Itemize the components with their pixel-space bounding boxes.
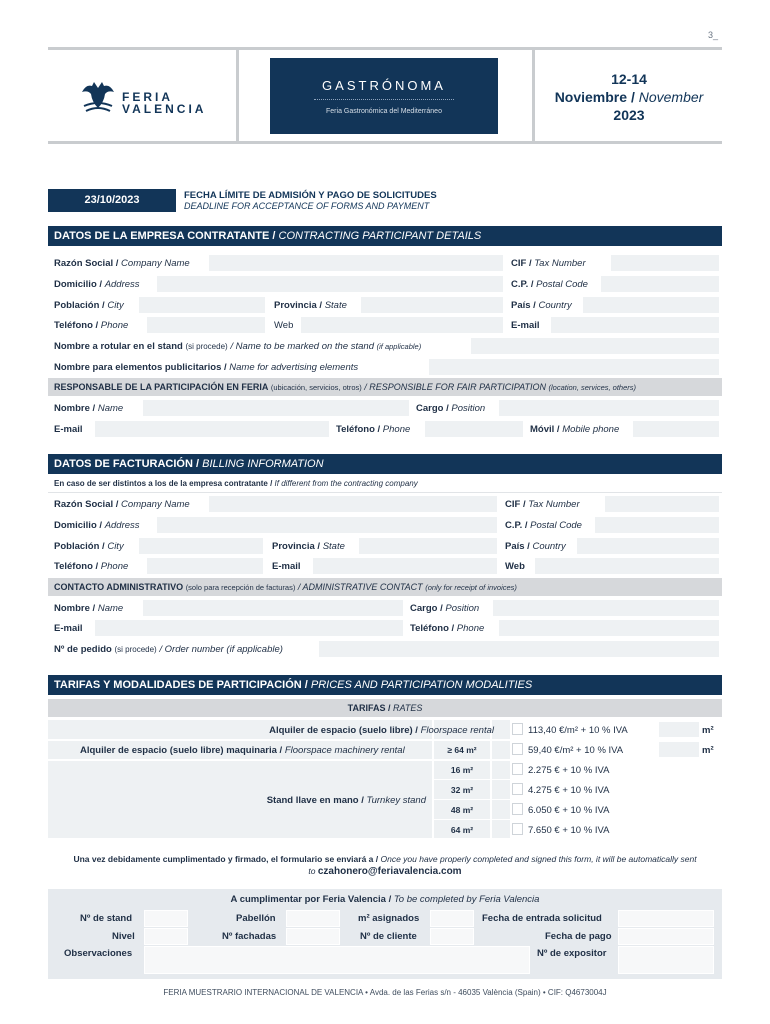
turnkey-64-checkbox[interactable] (512, 823, 523, 835)
email-field[interactable] (550, 316, 720, 334)
office-exhibitor-no-label: Nº de expositor (537, 948, 607, 959)
office-pavilion-field[interactable] (286, 910, 340, 927)
machinery-size: ≥ 64 m² (447, 745, 477, 755)
ad-name-field[interactable] (428, 358, 720, 376)
turnkey-size-32: 32 m² (450, 785, 474, 795)
turnkey-size-64: 64 m² (450, 825, 474, 835)
turnkey-32-checkbox[interactable] (512, 783, 523, 795)
admin-position-field[interactable] (492, 599, 720, 617)
admin-email-field[interactable] (94, 619, 404, 637)
event-logo-box (270, 58, 498, 134)
feria-valencia-logo (78, 80, 228, 120)
billing-cp-label: C.P. / Postal Code (505, 520, 582, 531)
send-instructions (48, 853, 722, 878)
office-m2-label: m² asignados (358, 913, 420, 924)
header-divider (236, 50, 239, 141)
admin-email-label: E-mail (54, 623, 83, 634)
admin-position-label: Cargo / Position (410, 603, 480, 614)
billing-section-title (48, 454, 722, 474)
country-label: País / Country (511, 300, 572, 311)
event-tagline: Feria Gastronómica del Mediterráneo (326, 108, 442, 115)
company-name-field[interactable] (208, 254, 504, 272)
office-pavilion-label: Pabellón (236, 913, 276, 924)
office-facades-label: Nº fachadas (222, 931, 277, 942)
office-client-no-field[interactable] (430, 928, 474, 945)
machinery-label: Alquiler de espacio (suelo libre) maquinaria / Floorspace machinery rental (80, 745, 405, 756)
admin-phone-field[interactable] (498, 619, 720, 637)
billing-phone-label: Teléfono / Phone (54, 561, 129, 572)
web-label: Web (274, 320, 294, 331)
turnkey-blank (630, 761, 722, 838)
billing-note-rule (48, 492, 722, 493)
bat-logo-icon (78, 80, 118, 114)
billing-city-label: Población / City (54, 541, 124, 552)
admin-name-label: Nombre / Name (54, 603, 124, 614)
date-month (536, 88, 722, 106)
admin-name-field[interactable] (142, 599, 404, 617)
event-name: GASTRÓNOMA (322, 78, 446, 93)
office-use-title: A cumplimentar por Feria Valencia / To be completed by Feria Valencia (230, 894, 540, 905)
turnkey-label: Stand llave en mano / Turnkey stand (266, 795, 426, 806)
send-text-es: Una vez debidamente cumplimentado y firmado, el formulario se enviará a / (73, 854, 379, 864)
billing-cp-field[interactable] (594, 516, 720, 534)
ad-name-label: Nombre para elementos publicitarios / Name for advertising elements (54, 362, 359, 373)
contracting-title-es: DATOS DE LA EMPRESA CONTRATANTE / (54, 230, 276, 242)
rates-row-rule (48, 739, 722, 741)
stand-name-field[interactable] (470, 337, 720, 355)
phone-field[interactable] (146, 316, 266, 334)
rates-title-en: PRICES AND PARTICIPATION MODALITIES (310, 679, 533, 691)
rates-title-es: TARIFAS Y MODALIDADES DE PARTICIPACIÓN / (54, 679, 308, 691)
resp-mobile-field[interactable] (632, 420, 720, 438)
floorspace-qty-field[interactable] (658, 721, 700, 738)
date-month-es: Noviembre (554, 89, 628, 105)
event-rule (314, 99, 454, 100)
contracting-title-en: CONTRACTING PARTICIPANT DETAILS (278, 230, 482, 242)
rates-subheader (48, 699, 722, 717)
office-observations-field[interactable] (144, 946, 530, 974)
office-m2-field[interactable] (430, 910, 474, 927)
province-field[interactable] (360, 296, 504, 314)
resp-name-label: Nombre / Name (54, 403, 124, 414)
billing-city-field[interactable] (138, 537, 264, 555)
order-number-label: Nº de pedido (si procede) / Order number (if applicable) (54, 644, 283, 655)
billing-cif-field[interactable] (604, 495, 720, 513)
turnkey-price-64: 7.650 € + 10 % IVA (528, 825, 610, 836)
resp-phone-label: Teléfono / Phone (336, 424, 411, 435)
office-exhibitor-no-field[interactable] (618, 946, 714, 974)
office-stand-no-label: Nº de stand (80, 913, 133, 924)
machinery-qty-field[interactable] (658, 741, 700, 758)
date-year: 2023 (613, 107, 645, 123)
responsible-subheader-text: RESPONSABLE DE LA PARTICIPACIÓN EN FERIA (ubicación, servicios, otros) / RESPONSIBLE FOR FAIR PARTICIPATION (location, services, others) (54, 382, 637, 392)
office-client-no-label: Nº de cliente (360, 931, 417, 942)
billing-phone-field[interactable] (146, 557, 264, 575)
office-level-field[interactable] (144, 928, 188, 945)
turnkey-48-checkbox[interactable] (512, 803, 523, 815)
cp-field[interactable] (600, 275, 720, 293)
resp-position-label: Cargo / Position (416, 403, 486, 414)
send-text-en: Once you have properly completed and signed this form, it will be automatically sent (380, 854, 697, 864)
address-field[interactable] (156, 275, 504, 293)
office-entry-date-label: Fecha de entrada solicitud (482, 913, 602, 924)
machinery-price: 59,40 €/m² + 10 % IVA (528, 745, 624, 756)
rates-sub-en: RATES (393, 703, 423, 713)
header-bottom-rule (48, 141, 722, 144)
billing-title-en: BILLING INFORMATION (202, 458, 324, 470)
billing-web-label: Web (505, 561, 525, 572)
country-field[interactable] (582, 296, 720, 314)
company-name-label: Razón Social / Company Name (54, 258, 190, 269)
date-month-en: November (638, 89, 704, 105)
header-top-rule (48, 47, 722, 50)
resp-phone-field[interactable] (424, 420, 524, 438)
resp-position-field[interactable] (498, 399, 720, 417)
floorspace-unit: m² (702, 725, 714, 736)
header-divider (532, 50, 535, 141)
office-stand-no-field[interactable] (144, 910, 188, 927)
billing-note: En caso de ser distintos a los de la empresa contratante / If different from the contracting company (54, 479, 418, 488)
resp-email-label: E-mail (54, 424, 83, 435)
billing-email-label: E-mail (272, 561, 301, 572)
logo-line2: VALENCIA (122, 102, 207, 116)
billing-address-label: Domicilio / Address (54, 520, 140, 531)
deadline-date: 23/10/2023 (48, 189, 176, 212)
office-facades-field[interactable] (286, 928, 340, 945)
stand-name-label: Nombre a rotular en el stand (si procede) / Name to be marked on the stand (if applicable) (54, 341, 422, 352)
footer: FERIA MUESTRARIO INTERNACIONAL DE VALENCIA • Avda. de las Ferias s/n - 46035 València (Spain) • CIF: Q4673004J (163, 988, 607, 997)
send-text-to: to (308, 866, 316, 876)
machinery-checkbox[interactable] (512, 743, 523, 755)
address-label: Domicilio / Address (54, 279, 140, 290)
office-payment-date-field[interactable] (618, 928, 714, 945)
resp-mobile-label: Móvil / Mobile phone (530, 424, 620, 435)
billing-company-field[interactable] (208, 495, 498, 513)
billing-cif-label: CIF / Tax Number (505, 499, 580, 510)
billing-country-field[interactable] (576, 537, 720, 555)
turnkey-size-16: 16 m² (450, 765, 474, 775)
event-dates (536, 70, 722, 124)
billing-province-field[interactable] (358, 537, 498, 555)
cif-field[interactable] (610, 254, 720, 272)
page-marker: 3_ (708, 30, 719, 40)
office-payment-date-label: Fecha de pago (545, 931, 612, 942)
deadline-label-en: DEADLINE FOR ACCEPTANCE OF FORMS AND PAYMENT (184, 201, 430, 211)
office-observations-label: Observaciones (64, 948, 133, 959)
city-label: Población / City (54, 300, 124, 311)
cp-label: C.P. / Postal Code (511, 279, 588, 290)
billing-web-field[interactable] (534, 557, 720, 575)
turnkey-size-48: 48 m² (450, 805, 474, 815)
date-sep: / (630, 89, 635, 105)
rates-section-title (48, 675, 722, 695)
floorspace-price: 113,40 €/m² + 10 % IVA (528, 725, 628, 736)
province-label: Provincia / State (274, 300, 347, 311)
turnkey-price-16: 2.275 € + 10 % IVA (528, 765, 610, 776)
date-days: 12-14 (611, 71, 647, 87)
billing-title-es: DATOS DE FACTURACIÓN / (54, 458, 200, 470)
floorspace-label: Alquiler de espacio (suelo libre) / Floorspace rental (269, 725, 494, 736)
resp-name-field[interactable] (142, 399, 410, 417)
order-number-field[interactable] (318, 640, 720, 658)
billing-country-label: País / Country (505, 541, 566, 552)
turnkey-price-48: 6.050 € + 10 % IVA (528, 805, 610, 816)
billing-company-label: Razón Social / Company Name (54, 499, 190, 510)
deadline-label-es: FECHA LÍMITE DE ADMISIÓN Y PAGO DE SOLICITUDES (184, 190, 437, 201)
billing-email-field[interactable] (312, 557, 498, 575)
floorspace-checkbox[interactable] (512, 723, 523, 735)
rates-sub-es: TARIFAS / (347, 703, 391, 713)
billing-address-field[interactable] (156, 516, 498, 534)
logo-line1: FERIA (122, 90, 173, 104)
machinery-unit: m² (702, 745, 714, 756)
cif-label: CIF / Tax Number (511, 258, 586, 269)
city-field[interactable] (138, 296, 266, 314)
phone-label: Teléfono / Phone (54, 320, 129, 331)
rates-row-rule (48, 759, 722, 761)
send-email-link[interactable]: czahonero@feriavalencia.com (317, 866, 462, 877)
email-label: E-mail (511, 320, 540, 331)
office-entry-date-field[interactable] (618, 910, 714, 927)
turnkey-16-checkbox[interactable] (512, 763, 523, 775)
admin-phone-label: Teléfono / Phone (410, 623, 485, 634)
office-level-label: Nivel (112, 931, 135, 942)
web-field[interactable] (300, 316, 504, 334)
admin-contact-subheader-text: CONTACTO ADMINISTRATIVO (solo para recepción de facturas) / ADMINISTRATIVE CONTACT (only for receipt of invoices) (54, 582, 517, 592)
rates-label-column (48, 720, 432, 838)
contracting-section-title (48, 226, 722, 246)
billing-province-label: Provincia / State (272, 541, 345, 552)
turnkey-price-32: 4.275 € + 10 % IVA (528, 785, 610, 796)
resp-email-field[interactable] (94, 420, 330, 438)
